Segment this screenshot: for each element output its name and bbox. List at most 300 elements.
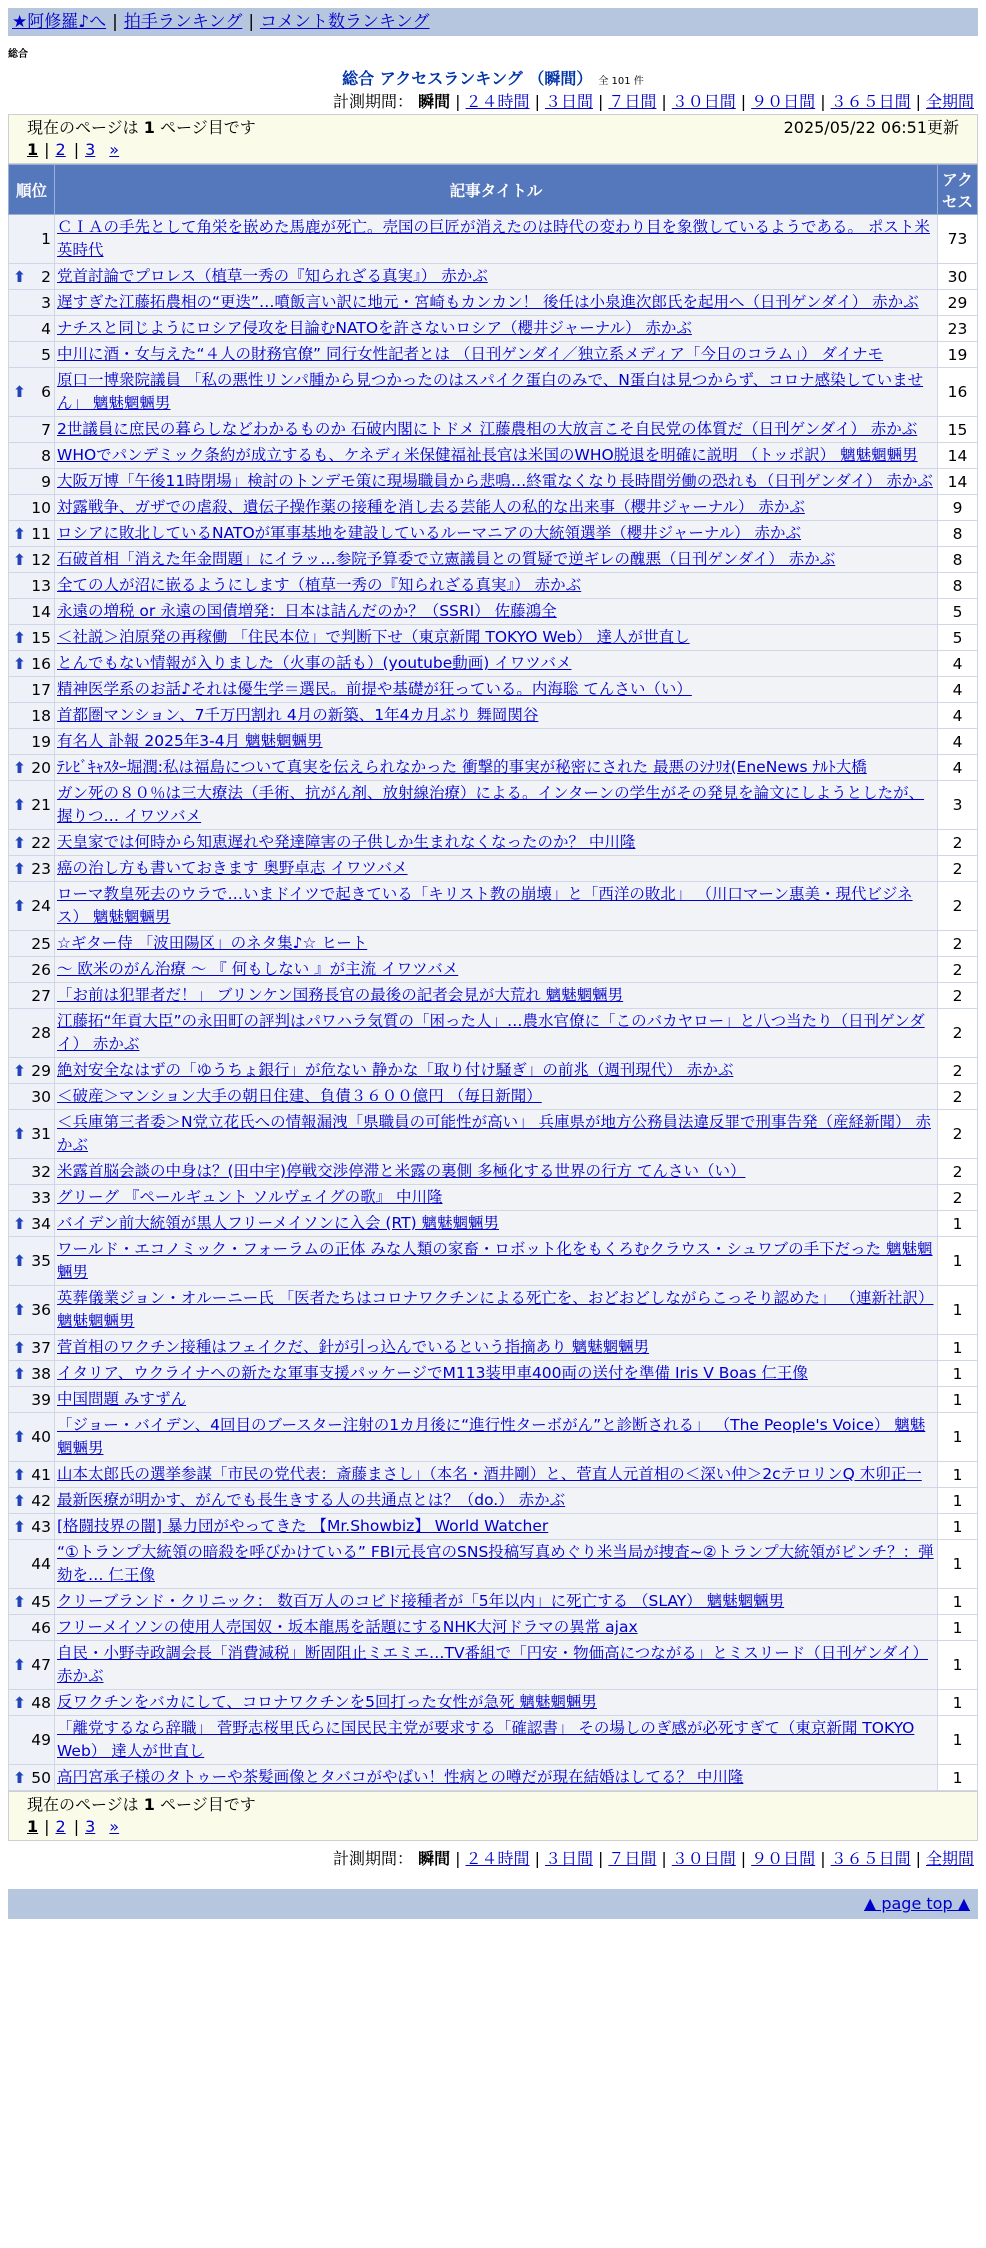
table-row (9, 931, 978, 957)
access-count: 5 (938, 599, 978, 625)
article-title-link[interactable]: ローマ教皇死去のウラで…いまドイツで起きている「キリスト教の崩壊」と「西洋の敗北」 （川口マーン惠美・現代ビジネス） 魑魅魍魎男 (57, 885, 913, 926)
rank-number: 34 (31, 1214, 51, 1233)
title-cell (55, 1009, 938, 1058)
article-title-link[interactable]: 対露戦争、ガザでの虐殺、遺伝子操作薬の接種を消し去る芸能人の私的な出来事（櫻井ジャーナル） 赤かぶ (57, 498, 805, 516)
page-2-link[interactable]: 2 (55, 1817, 66, 1836)
table-row (9, 469, 978, 495)
title-cell (55, 1286, 938, 1335)
next-page-link[interactable]: » (109, 1817, 120, 1836)
table-row (9, 1716, 978, 1765)
title-cell (55, 1237, 938, 1286)
rank-cell (9, 1641, 55, 1690)
rank-cell (9, 342, 55, 368)
rank-number: 15 (31, 628, 51, 647)
access-count: 1 (938, 1540, 978, 1589)
article-title-link[interactable]: 精神医学系のお話♪それは優生学＝選民。前提や基礎が狂っている。内海聡 てんさい（い） (57, 680, 692, 698)
title-cell (55, 1361, 938, 1387)
article-title-link[interactable]: ガン死の８０％は三大療法（手術、抗がん剤、放射線治療）による。インターンの学生がその発見を論文にしようとしたが、握りつ… イワツバメ (57, 784, 925, 825)
article-title-link[interactable]: 反ワクチンをバカにして、コロナワクチンを5回打った女性が急死 魑魅魍魎男 (57, 1693, 597, 1711)
title-cell (55, 547, 938, 573)
rank-number: 42 (31, 1491, 51, 1510)
access-count: 9 (938, 495, 978, 521)
top-nav-bar (8, 8, 978, 36)
article-title-link[interactable]: 天皇家では何時から知恵遅れや発達障害の子供しか生まれなくなったのか？ 中川隆 (57, 833, 636, 851)
access-count: 1 (938, 1413, 978, 1462)
rank-cell (9, 1084, 55, 1110)
rank-number: 47 (31, 1656, 51, 1674)
article-title-link[interactable]: 中国問題 みすずん (57, 1390, 187, 1408)
table-row (9, 1237, 978, 1286)
title-cell (55, 316, 938, 342)
rank-cell (9, 781, 55, 830)
access-count: 8 (938, 547, 978, 573)
table-row (9, 1211, 978, 1237)
period-selector-bottom: 計測期間： 瞬間 | ２４時間 | ３日間 | ７日間 | ３０日間 | ９０日間 | ３６５日間 | 全期間 (333, 1849, 974, 1868)
access-count: 23 (938, 316, 978, 342)
article-title-link[interactable]: バイデン前大統領が黒人フリーメイソンに入会 (RT) 魑魅魍魎男 (57, 1214, 500, 1232)
rank-cell (9, 957, 55, 983)
table-row (9, 342, 978, 368)
rank-cell (9, 547, 55, 573)
table-row (9, 677, 978, 703)
period-7d-link[interactable]: ７日間 (608, 1849, 657, 1868)
article-title-link[interactable]: ワールド・エコノミック・フォーラムの正体 みな人類の家畜・ロボット化をもくろむクラウス・シュワブの手下だった 魑魅魍魎男 (57, 1240, 933, 1281)
rank-number: 26 (31, 960, 51, 979)
title-cell (55, 1540, 938, 1589)
period-current: 瞬間 (418, 92, 451, 111)
rank-cell (9, 1335, 55, 1361)
access-count: 1 (938, 1641, 978, 1690)
article-title-link[interactable]: 党首討論でプロレス（植草一秀の『知られざる真実』） 赤かぶ (57, 267, 488, 285)
access-count: 1 (938, 1615, 978, 1641)
nav-separator: | (112, 12, 118, 32)
access-count: 2 (938, 931, 978, 957)
rank-cell (9, 495, 55, 521)
article-title-link[interactable]: ナチスと同じようにロシア侵攻を目論むNATOを許さないロシア（櫻井ジャーナル） 赤かぶ (57, 319, 692, 337)
article-title-link[interactable]: 絶対安全なはずの「ゆうちょ銀行」が危ない 静かな「取り付け騒ぎ」の前兆（週刊現代） 赤かぶ (57, 1061, 734, 1079)
rank-number: 39 (31, 1390, 51, 1409)
rank-number: 24 (31, 897, 51, 915)
header-rank: 順位 (9, 165, 55, 215)
title-cell (55, 1413, 938, 1462)
access-count: 1 (938, 1286, 978, 1335)
rank-cell (9, 215, 55, 264)
title-cell (55, 443, 938, 469)
table-row (9, 1589, 978, 1615)
rank-number: 41 (31, 1465, 51, 1484)
period-3d-link[interactable]: ３日間 (544, 1849, 593, 1868)
access-count: 4 (938, 651, 978, 677)
rank-number: 40 (31, 1428, 51, 1446)
title-cell (55, 1615, 938, 1641)
title-cell (55, 469, 938, 495)
rank-cell (9, 1765, 55, 1791)
rank-number: 43 (31, 1517, 51, 1536)
access-count: 14 (938, 443, 978, 469)
article-title-link[interactable]: ＜破産＞マンション大手の朝日住建、負債３６００億円 （毎日新聞） (57, 1087, 542, 1105)
updated-timestamp: 2025/05/22 06:51更新 (783, 118, 959, 137)
title-cell (55, 755, 938, 781)
access-count: 1 (938, 1488, 978, 1514)
article-title-link[interactable]: 「お前は犯罪者だ！」 ブリンケン国務長官の最後の記者会見が大荒れ 魑魅魍魎男 (57, 986, 624, 1004)
article-title-link[interactable]: 遅すぎた江藤拓農相の“更迭”…噴飯言い訳に地元・宮崎もカンカン！ 後任は小泉進次郎氏を起用へ（日刊ゲンダイ） 赤かぶ (57, 293, 919, 311)
article-title-link[interactable]: 原口一博衆院議員 「私の悪性リンパ腫から見つかったのはスパイク蛋白のみで、N蛋白は見つからず、コロナ感染していません」 魑魅魍魎男 (57, 371, 924, 412)
access-count: 19 (938, 342, 978, 368)
up-arrow-icon: ⬆ (13, 897, 26, 915)
article-title-link[interactable]: [格闘技界の闇] 暴力団がやってきた 【Mr.Showbiz】 World Watcher (57, 1517, 549, 1535)
category-tag: 総合 (8, 49, 28, 60)
table-row (9, 417, 978, 443)
article-title-link[interactable]: ﾃﾚﾋﾞｷｬｽﾀｰ堀潤:私は福島について真実を伝えられなかった 衝撃的事実が秘密にされた 最悪のｼﾅﾘｵ(EneNews ﾅﾙﾄ大橋 (57, 758, 867, 776)
title-cell (55, 264, 938, 290)
access-count: 1 (938, 1589, 978, 1615)
access-count: 2 (938, 1159, 978, 1185)
table-row (9, 547, 978, 573)
article-title-link[interactable]: 英葬儀業ジョン・オルーニー氏 「医者たちはコロナワクチンによる死亡を、おどおどしながらこっそり認めた」 （連新社訳） 魑魅魍魎男 (57, 1289, 934, 1330)
table-row (9, 443, 978, 469)
table-row (9, 368, 978, 417)
up-arrow-icon: ⬆ (13, 1428, 26, 1446)
rank-cell (9, 1716, 55, 1765)
table-row (9, 1462, 978, 1488)
access-count: 1 (938, 1387, 978, 1413)
rank-cell (9, 703, 55, 729)
access-count: 29 (938, 290, 978, 316)
title-cell (55, 703, 938, 729)
period-90d-link[interactable]: ９０日間 (751, 1849, 816, 1868)
article-title-link[interactable]: 2世議員に庶民の暮らしなどわかるものか 石破内閣にトドメ 江藤農相の大放言こそ自民党の体質だ（日刊ゲンダイ） 赤かぶ (57, 420, 918, 438)
title-cell (55, 1690, 938, 1716)
comment-ranking-link[interactable]: コメント数ランキング (260, 12, 430, 32)
title-cell (55, 1335, 938, 1361)
rank-number: 44 (31, 1555, 51, 1573)
up-arrow-icon: ⬆ (13, 628, 26, 647)
table-row (9, 1058, 978, 1084)
access-count: 1 (938, 1211, 978, 1237)
page-3-link[interactable]: 3 (85, 1817, 96, 1836)
period-all-link[interactable]: 全期間 (925, 1849, 974, 1868)
period-label: 計測期間： (333, 1849, 414, 1868)
access-count: 3 (938, 781, 978, 830)
page-links: 1 | 2 | 3 » (27, 1817, 120, 1836)
next-page-link[interactable]: » (109, 140, 120, 159)
rank-cell (9, 651, 55, 677)
access-count: 2 (938, 983, 978, 1009)
article-title-link[interactable]: 高円宮承子様のタトゥーや茶髪画像とタバコがやばい！性病との噂だが現在結婚はしてる？ 中川隆 (57, 1768, 744, 1786)
table-row (9, 495, 978, 521)
access-count: 5 (938, 625, 978, 651)
rank-cell (9, 931, 55, 957)
article-title-link[interactable]: グリーグ 『ペールギュント ソルヴェイグの歌』 中川隆 (57, 1188, 443, 1206)
access-count: 1 (938, 1237, 978, 1286)
title-cell (55, 882, 938, 931)
access-count: 1 (938, 1361, 978, 1387)
table-row (9, 625, 978, 651)
article-title-link[interactable]: 江藤拓“年貢大臣”の永田町の評判はパワハラ気質の「困った人」…農水官僚に「このバカヤロー」と八つ当たり（日刊ゲンダイ） 赤かぶ (57, 1012, 925, 1053)
rank-number: 21 (31, 796, 51, 814)
article-title-link[interactable]: ☆ギター侍 「波田陽区」のネタ集♪☆ ヒート (57, 934, 368, 952)
rank-cell (9, 469, 55, 495)
title-cell (55, 1514, 938, 1540)
title-cell (55, 521, 938, 547)
table-row (9, 316, 978, 342)
rank-cell (9, 599, 55, 625)
nav-separator: | (248, 12, 255, 32)
rank-cell (9, 1286, 55, 1335)
rank-cell (9, 830, 55, 856)
period-30d-link[interactable]: ３０日間 (671, 1849, 736, 1868)
up-arrow-icon: ⬆ (13, 1061, 26, 1080)
access-count: 1 (938, 1690, 978, 1716)
article-title-link[interactable]: 石破首相「消えた年金問題」にイラッ…参院予算委で立憲議員との質疑で逆ギレの醜悪（日刊ゲンダイ） 赤かぶ (57, 550, 836, 568)
period-365d-link[interactable]: ３６５日間 (830, 92, 911, 111)
article-title-link[interactable]: 「ジョー・バイデン、4回目のブースター注射の1カ月後に“進行性ターボがん”と診断される」 （The People's Voice） 魑魅魍魎男 (57, 1416, 926, 1457)
table-row (9, 983, 978, 1009)
rank-cell (9, 1540, 55, 1589)
access-count: 1 (938, 1462, 978, 1488)
article-title-link[interactable]: 米露首脳会談の中身は？(田中宇)停戦交渉停滞と米露の裏側 多極化する世界の行方 てんさい（い） (57, 1162, 746, 1180)
rank-cell (9, 443, 55, 469)
rank-number: 27 (31, 986, 51, 1005)
rank-number: 16 (31, 654, 51, 673)
rank-cell (9, 521, 55, 547)
up-arrow-icon: ⬆ (13, 267, 26, 286)
rank-number: 5 (41, 345, 51, 364)
title-cell (55, 599, 938, 625)
rank-number: 29 (31, 1061, 51, 1080)
title-cell (55, 342, 938, 368)
title-cell (55, 1387, 938, 1413)
asyura-home-link[interactable]: ★阿修羅♪へ (12, 12, 107, 32)
rank-number: 28 (31, 1024, 51, 1042)
up-arrow-icon: ⬆ (13, 1517, 26, 1536)
access-count: 8 (938, 573, 978, 599)
title-cell (55, 1765, 938, 1791)
up-arrow-icon: ⬆ (13, 1364, 26, 1383)
rank-cell (9, 1690, 55, 1716)
rank-number: 6 (41, 383, 51, 401)
rank-number: 33 (31, 1188, 51, 1207)
article-title-link[interactable]: 自民・小野寺政調会長「消費減税」断固阻止ミエミエ…TV番組で「円安・物価高につながる」とミスリード（日刊ゲンダイ） 赤かぶ (57, 1644, 929, 1685)
table-row (9, 215, 978, 264)
article-title-link[interactable]: WHOでパンデミック条約が成立するも、ケネディ米保健福祉長官は米国のWHO脱退を明確に説明 （トッポ訳） 魑魅魍魎男 (57, 446, 918, 464)
period-7d-link[interactable]: ７日間 (608, 92, 657, 111)
title-cell (55, 983, 938, 1009)
title-cell (55, 1084, 938, 1110)
article-title-link[interactable]: 有名人 訃報 2025年3-4月 魑魅魍魎男 (57, 732, 323, 750)
period-all-link[interactable]: 全期間 (925, 92, 974, 111)
table-row (9, 1159, 978, 1185)
rank-number: 46 (31, 1618, 51, 1637)
title-cell (55, 1589, 938, 1615)
title-cell (55, 368, 938, 417)
title-cell (55, 830, 938, 856)
table-row (9, 755, 978, 781)
up-arrow-icon: ⬆ (13, 859, 26, 878)
table-row (9, 521, 978, 547)
access-count: 1 (938, 1716, 978, 1765)
article-title-link[interactable]: ＜社説＞泊原発の再稼働 「住民本位」で判断下せ（東京新聞 TOKYO Web） 達人が世直し (57, 628, 690, 646)
article-title-link[interactable]: 首都圏マンション、7千万円割れ 4月の新築、1年4カ月ぶり 舞岡関谷 (57, 706, 539, 724)
title-cell (55, 495, 938, 521)
page-3-link[interactable]: 3 (85, 140, 96, 159)
rank-cell (9, 1211, 55, 1237)
title-cell (55, 625, 938, 651)
rank-cell (9, 368, 55, 417)
table-row (9, 1110, 978, 1159)
applause-ranking-link[interactable]: 拍手ランキング (123, 12, 243, 32)
article-title-link[interactable]: ～ 欧米のがん治療 ～ 『 何もしない 』が主流 イワツバメ (57, 960, 459, 978)
up-arrow-icon: ⬆ (13, 1656, 26, 1674)
article-title-link[interactable]: 最新医療が明かす、がんでも長生きする人の共通点とは？（do.） 赤かぶ (57, 1491, 566, 1509)
table-row (9, 1641, 978, 1690)
table-row (9, 856, 978, 882)
rank-number: 13 (31, 576, 51, 595)
access-count: 2 (938, 830, 978, 856)
table-row (9, 573, 978, 599)
up-arrow-icon: ⬆ (13, 1693, 26, 1712)
up-arrow-icon: ⬆ (13, 1252, 26, 1270)
rank-cell (9, 316, 55, 342)
rank-number: 37 (31, 1338, 51, 1357)
rank-number: 45 (31, 1592, 51, 1611)
period-3d-link[interactable]: ３日間 (544, 92, 593, 111)
rank-number: 48 (31, 1693, 51, 1712)
rank-cell (9, 1185, 55, 1211)
table-row (9, 1514, 978, 1540)
page-2-link[interactable]: 2 (55, 140, 66, 159)
rank-number: 7 (41, 420, 51, 439)
access-count: 16 (938, 368, 978, 417)
pagination-top (8, 114, 978, 164)
article-title-link[interactable]: イタリア、ウクライナへの新たな軍事支援パッケージでM113装甲車400両の送付を準備 Iris V Boas 仁王像 (57, 1364, 808, 1382)
rank-number: 17 (31, 680, 51, 699)
rank-number: 14 (31, 602, 51, 621)
article-title-link[interactable]: 菅首相のワクチン接種はフェイクだ、針が引っ込んでいるという指摘あり 魑魅魍魎男 (57, 1338, 650, 1356)
article-title-link[interactable]: 中川に酒・女与えた“４人の財務官僚” 同行女性記者とは （日刊ゲンダイ／独立系メディア「今日のコラム」） ダイナモ (57, 345, 884, 363)
rank-cell (9, 856, 55, 882)
article-title-link[interactable]: 癌の治し方も書いておきます 奥野卓志 イワツバメ (57, 859, 408, 877)
title-cell (55, 417, 938, 443)
table-row (9, 1413, 978, 1462)
rank-cell (9, 1589, 55, 1615)
article-title-link[interactable]: 山本太郎氏の選挙参謀「市民の党代表：斎藤まさし」（本名・酒井剛）と、菅直人元首相の＜深い仲＞2cテロリンQ 木卯正一 (57, 1465, 922, 1483)
table-row (9, 729, 978, 755)
table-row (9, 781, 978, 830)
period-30d-link[interactable]: ３０日間 (671, 92, 736, 111)
title-cell (55, 1110, 938, 1159)
table-row (9, 1488, 978, 1514)
title-cell (55, 290, 938, 316)
period-24h-link[interactable]: ２４時間 (465, 92, 530, 111)
rank-number: 1 (41, 230, 51, 248)
rank-number: 11 (31, 524, 51, 543)
table-row (9, 957, 978, 983)
article-title-link[interactable]: クリーブランド・クリニック： 数百万人のコビド接種者が「5年以内」に死亡する （SLAY） 魑魅魍魎男 (57, 1592, 785, 1610)
total-count: 全 101 件 (598, 76, 644, 87)
table-row (9, 599, 978, 625)
article-title-link[interactable]: 大阪万博「午後11時閉場」検討のトンデモ策に現場職員から悲鳴…終電なくなり長時間労働の恐れも（日刊ゲンダイ） 赤かぶ (57, 472, 933, 490)
rank-cell (9, 1413, 55, 1462)
access-count: 2 (938, 882, 978, 931)
title-cell (55, 1058, 938, 1084)
table-row (9, 1286, 978, 1335)
pagination-bottom (8, 1791, 978, 1841)
table-row (9, 1084, 978, 1110)
article-title-link[interactable]: “①トランプ大統領の暗殺を呼びかけている” FBI元長官のSNS投稿写真めぐり米当局が捜査~②トランプ大統領がピンチ？：弾劾を… 仁王像 (57, 1543, 934, 1584)
article-title-link[interactable]: ＣＩＡの手先として角栄を嵌めた馬鹿が死亡。売国の巨匠が消えたのは時代の変わり目を象徴しているようである。 ポスト米英時代 (57, 218, 930, 259)
rank-number: 9 (41, 472, 51, 491)
title-cell (55, 1716, 938, 1765)
rank-cell (9, 882, 55, 931)
article-title-link[interactable]: ロシアに敗北しているNATOが軍事基地を建設しているルーマニアの大統領選挙（櫻井ジャーナル） 赤かぶ (57, 524, 802, 542)
rank-cell (9, 1237, 55, 1286)
rank-cell (9, 264, 55, 290)
ranking-title-row (0, 68, 986, 90)
access-count: 1 (938, 1514, 978, 1540)
up-arrow-icon: ⬆ (13, 1465, 26, 1484)
rank-cell (9, 1009, 55, 1058)
rank-number: 10 (31, 498, 51, 517)
header-title: 記事タイトル (55, 165, 938, 215)
period-label: 計測期間： (333, 92, 414, 111)
title-cell (55, 957, 938, 983)
access-count: 4 (938, 755, 978, 781)
page-top-link[interactable]: ▲ page top ▲ (863, 1894, 970, 1913)
table-row (9, 1387, 978, 1413)
rank-cell (9, 983, 55, 1009)
title-cell (55, 729, 938, 755)
rank-number: 20 (31, 758, 51, 777)
ranking-title: 総合 アクセスランキング （瞬間） (342, 69, 593, 88)
rank-cell (9, 290, 55, 316)
page-current: 1 (27, 140, 39, 159)
period-current: 瞬間 (418, 1849, 451, 1868)
rank-cell (9, 573, 55, 599)
article-title-link[interactable]: 「離党するなら辞職」 菅野志桜里氏らに国民民主党が要求する「確認書」 その場しのぎ感が必死すぎて（東京新聞 TOKYO Web） 達人が世直し (57, 1719, 915, 1760)
access-count: 1 (938, 1765, 978, 1791)
title-cell (55, 215, 938, 264)
rank-number: 36 (31, 1301, 51, 1319)
rank-cell (9, 1615, 55, 1641)
title-cell (55, 573, 938, 599)
title-cell (55, 1462, 938, 1488)
article-title-link[interactable]: 全ての人が沼に嵌るようにします（植草一秀の『知られざる真実』） 赤かぶ (57, 576, 582, 594)
up-arrow-icon: ⬆ (13, 1338, 26, 1357)
article-title-link[interactable]: 永遠の増税 or 永遠の国債増発：日本は詰んだのか？（SSRI） 佐藤鴻全 (57, 602, 557, 620)
article-title-link[interactable]: ＜兵庫第三者委＞N党立花氏への情報漏洩「県職員の可能性が高い」 兵庫県が地方公務員法違反罪で刑事告発（産経新聞） 赤かぶ (57, 1113, 931, 1154)
article-title-link[interactable]: フリーメイソンの使用人売国奴・坂本龍馬を話題にするNHK大河ドラマの異常 ajax (57, 1618, 638, 1636)
article-title-link[interactable]: とんでもない情報が入りました（火事の話も）(youtube動画) イワツバメ (57, 654, 572, 672)
access-count: 2 (938, 957, 978, 983)
page-links: 1 | 2 | 3 » (27, 140, 120, 159)
rank-number: 38 (31, 1364, 51, 1383)
rank-cell (9, 625, 55, 651)
up-arrow-icon: ⬆ (13, 1125, 26, 1143)
up-arrow-icon: ⬆ (13, 550, 26, 569)
access-count: 15 (938, 417, 978, 443)
period-24h-link[interactable]: ２４時間 (465, 1849, 530, 1868)
period-90d-link[interactable]: ９０日間 (751, 92, 816, 111)
current-page-text: 現在のページは 1 ページ目です (27, 1795, 256, 1814)
table-row (9, 1615, 978, 1641)
up-arrow-icon: ⬆ (13, 1592, 26, 1611)
rank-cell (9, 1058, 55, 1084)
rank-number: 23 (31, 859, 51, 878)
up-arrow-icon: ⬆ (13, 833, 26, 852)
up-arrow-icon: ⬆ (13, 758, 26, 777)
period-365d-link[interactable]: ３６５日間 (830, 1849, 911, 1868)
